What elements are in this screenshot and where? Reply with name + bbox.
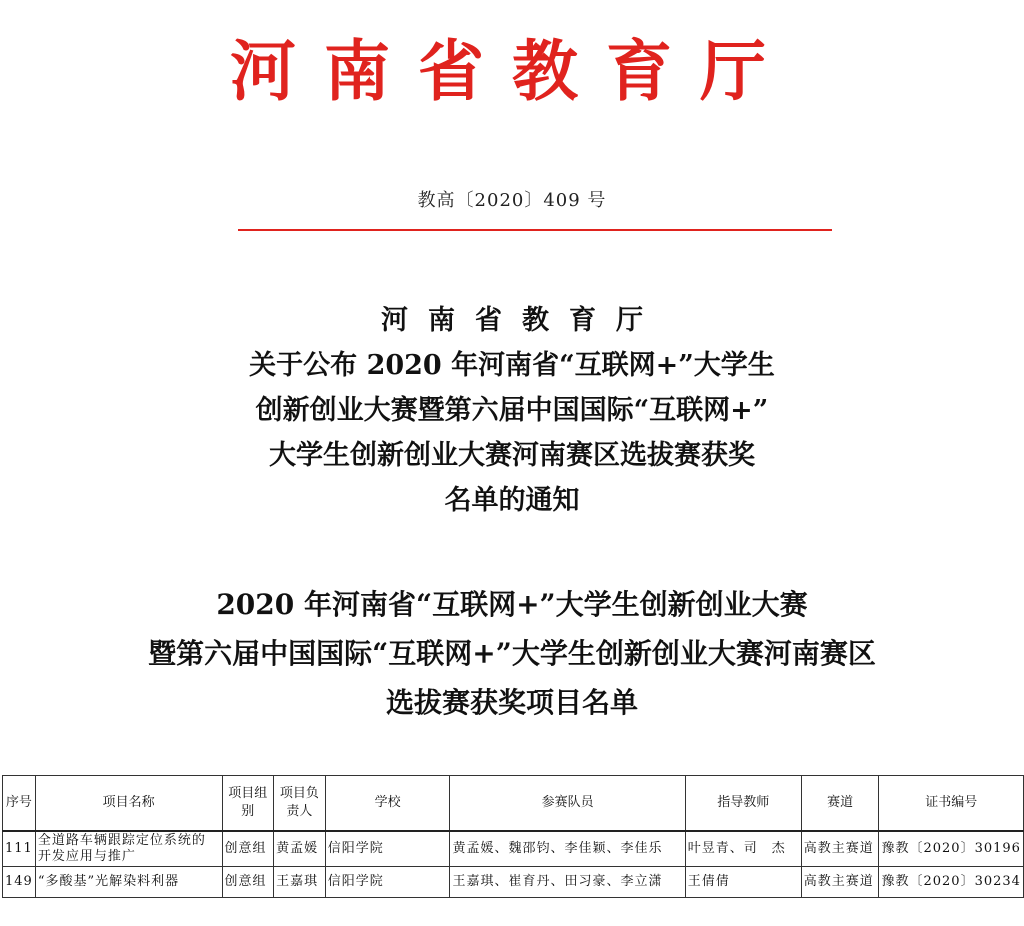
- cell-leader: 王嘉琪: [274, 867, 326, 898]
- cell-members: 王嘉琪、崔育丹、田习豪、李立潇: [450, 867, 685, 898]
- award-table: [2, 775, 1024, 898]
- cell-cert: 豫教〔2020〕30196: [879, 831, 1024, 867]
- notice-title: [0, 298, 1024, 523]
- cell-advisor: 叶昱青、司 杰: [685, 831, 801, 867]
- award-list-title-line-3: 选拔赛获奖项目名单: [385, 686, 638, 719]
- cell-school: 信阳学院: [325, 867, 450, 898]
- header-project: 项目名称: [35, 776, 222, 832]
- cell-members: 黄孟媛、魏邵钧、李佳颖、李佳乐: [450, 831, 685, 867]
- header-track: 赛道: [801, 776, 879, 832]
- header-leader: 项目负责人: [274, 776, 326, 832]
- cell-project: 全道路车辆跟踪定位系统的开发应用与推广: [35, 831, 222, 867]
- red-divider-line: [238, 229, 832, 231]
- cell-track: 高教主赛道: [801, 831, 879, 867]
- header-school: 学校: [325, 776, 450, 832]
- table-header-row: [3, 776, 1024, 832]
- cell-no: 111: [3, 831, 36, 867]
- award-list-title-line-2: 暨第六届中国国际“互联网+”大学生创新创业大赛河南赛区: [148, 637, 876, 670]
- cell-cert: 豫教〔2020〕30234: [879, 867, 1024, 898]
- notice-title-line-4: 名单的通知: [444, 485, 580, 516]
- cell-advisor: 王倩倩: [685, 867, 801, 898]
- cell-school: 信阳学院: [325, 831, 450, 867]
- header-members: 参赛队员: [450, 776, 685, 832]
- header-advisor: 指导教师: [685, 776, 801, 832]
- table-row: [3, 831, 1024, 867]
- issuer-masthead: 河南省教育厅: [230, 32, 794, 110]
- document-number: 教高〔2020〕409 号: [417, 190, 607, 211]
- notice-title-line-2: 创新创业大赛暨第六届中国国际“互联网+”: [255, 395, 769, 426]
- header-cert: 证书编号: [879, 776, 1024, 832]
- cell-no: 149: [3, 867, 36, 898]
- cell-group: 创意组: [222, 867, 274, 898]
- table-row: [3, 867, 1024, 898]
- cell-group: 创意组: [222, 831, 274, 867]
- award-list-title-line-1: 2020 年河南省“互联网+”大学生创新创业大赛: [216, 588, 808, 621]
- cell-leader: 黄孟媛: [274, 831, 326, 867]
- cell-track: 高教主赛道: [801, 867, 879, 898]
- notice-issuer: 河南省教育厅: [381, 305, 663, 336]
- notice-title-line-3: 大学生创新创业大赛河南赛区选拔赛获奖: [269, 440, 755, 471]
- header-group: 项目组别: [222, 776, 274, 832]
- cell-project: “多酸基”光解染料利器: [35, 867, 222, 898]
- award-list-title: [0, 580, 1024, 727]
- notice-title-line-1: 关于公布 2020 年河南省“互联网+”大学生: [249, 350, 775, 381]
- header-no: 序号: [3, 776, 36, 832]
